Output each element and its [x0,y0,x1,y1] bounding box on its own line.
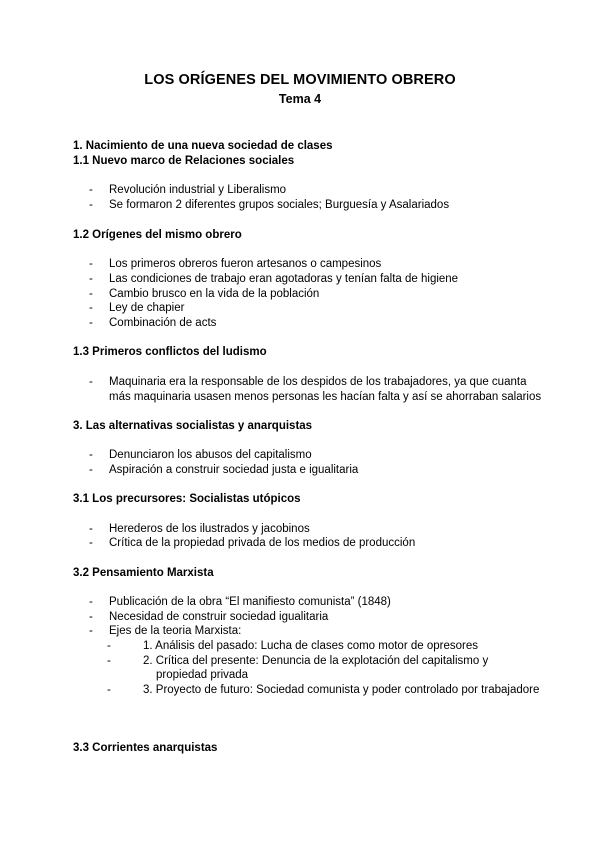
sub-list-item-continuation: propiedad privada [156,669,249,681]
bullet-dash: - [107,684,111,696]
page-subtitle: Tema 4 [278,92,322,106]
heading-section-3-3: 3.3 Corrientes anarquistas [73,742,218,754]
bullet-dash: - [89,625,93,637]
bullet-dash: - [89,258,93,270]
bullet-dash: - [89,523,93,535]
bullet-dash: - [107,655,111,667]
bullet-dash: - [89,449,93,461]
bullet-dash: - [89,199,93,211]
heading-section-3-2: 3.2 Pensamiento Marxista [73,567,214,579]
heading-section-3-1: 3.1 Los precursores: Socialistas utópicos [73,493,301,505]
page-title: LOS ORÍGENES DEL MOVIMIENTO OBRERO [144,72,456,88]
list-item-continuation: más maquinaria usasen menos personas les hacían falta y así se ahorraban salarios [109,391,542,403]
heading-section-1-3: 1.3 Primeros conflictos del ludismo [73,346,267,358]
bullet-dash: - [107,640,111,652]
bullet-dash: - [89,376,93,388]
bullet-dash: - [89,611,93,623]
document-page: LOS ORÍGENES DEL MOVIMIENTO OBRERO Tema 4 1. Nacimiento de una nueva sociedad de clases 1.1 Nuevo marco de Relaciones sociales - Revolución industrial y Liberalismo - Se formaron 2 diferentes grupos sociales; Burguesía y Asalariados 1.2 Orígenes del mismo obrero - Los primeros obreros fueron artesanos o campesinos - Las condiciones de trabajo eran agotadoras y tenían falta de higiene - Cambio brusco en la vida de la población - Ley de chapier - Combinación de acts 1.3 Primeros conflictos del ludismo - Maquinaria era la responsable de los despidos de los trabajadores, ya que cuanta más maquinaria usasen menos personas les hacían falta y así se ahorraban salarios 3. Las alternativas socialistas y anarquistas - Denunciaron los abusos del capitalismo - Aspiración a construir sociedad justa e igualitaria 3.1 Los precursores: Socialistas utópicos - Herederos de los ilustrados y jacobinos - Crítica de la propiedad privada de los medios de producción 3.2 Pensamiento Marxista - Publicación de la obra “El manifiesto comunista” (1848) - Necesidad de construir sociedad igualitaria - Ejes de la teoria Marxista: - 1. Análisis del pasado: Lucha de clases como motor de opresores - 2. Crítica del presente: Denuncia de la explotación del capitalismo y propiedad privada - 3. Proyecto de futuro: Sociedad comunista y poder controlado por trabajadore 3.3 Corrientes anarquistas [0,0,600,848]
bullet-dash: - [89,273,93,285]
bullet-dash: - [89,596,93,608]
bullet-dash: - [89,184,93,196]
heading-section-1-2: 1.2 Orígenes del mismo obrero [73,229,242,241]
bullet-dash: - [89,302,93,314]
heading-section-1-1: 1.1 Nuevo marco de Relaciones sociales [73,155,295,167]
bullet-dash: - [89,537,93,549]
bullet-dash: - [89,464,93,476]
heading-section-3: 3. Las alternativas socialistas y anarquistas [73,420,313,432]
heading-section-1: 1. Nacimiento de una nueva sociedad de clases [73,140,333,152]
bullet-dash: - [89,288,93,300]
bullet-dash: - [89,317,93,329]
